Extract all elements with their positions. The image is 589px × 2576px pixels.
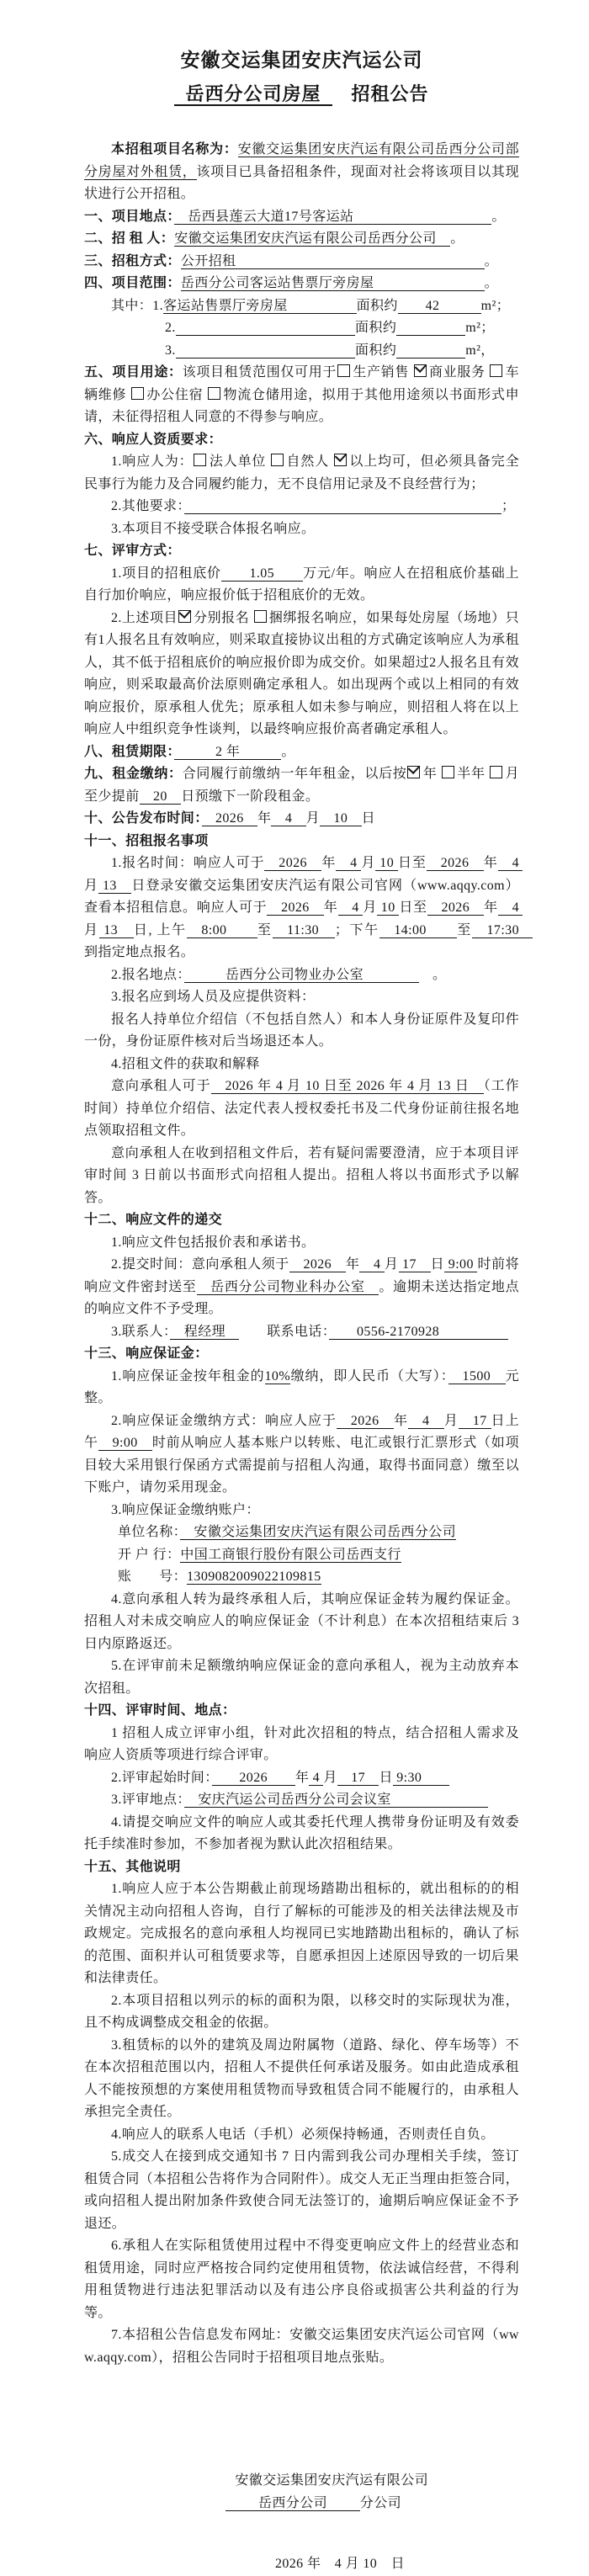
text-run: 半年	[457, 767, 490, 781]
review-day-fill: 17	[337, 1770, 379, 1785]
text-run: 2.响应保证金缴纳方式：响应人应于	[111, 1413, 337, 1428]
text-run: 2.其他要求：	[111, 499, 184, 513]
text-run: 商业服务	[428, 365, 490, 380]
signup-place-fill: 岳西分公司物业办公室	[183, 967, 419, 982]
text-run: 一、项目地点：	[84, 209, 174, 224]
scope-fill: 岳西分公司客运站售票厅旁房屋	[180, 276, 485, 290]
review-time-item-1	[84, 1723, 519, 1767]
announce-day-fill: 10	[320, 811, 362, 826]
item1-name-fill: 客运站售票厅旁房屋	[163, 298, 357, 313]
text-run: 6.承租人在实际租赁使用过程中不得变更响应文件上的经营业态和租赁用途，同时应严格按合同约定使用租赁物，依法诚信经营，不得利用租赁物进行违法犯罪活动以及有违公序良俗或损害公共利益的行为等。	[84, 2239, 519, 2320]
text-run: 月	[305, 811, 321, 826]
scope-item-2	[84, 317, 519, 340]
text-run: 四、项目范围：	[84, 276, 181, 290]
intro-paragraph	[84, 139, 519, 206]
text-run: 2.上述项目	[111, 610, 178, 625]
review-item-1	[84, 563, 519, 608]
text-run: 年	[321, 856, 337, 870]
text-run: 。	[484, 253, 499, 268]
review-time-item-2	[84, 1767, 519, 1790]
text-run: 。	[484, 276, 499, 290]
text-run: 1.响应人应于本公告期截止前现场踏勘出租标的，就出租标的的相关情况主动向招租人咨询，自行了解标的可能涉及的相关法律法规及市政规定。完成报名的意向承租人均视同已实地踏勘出租标的，确认了标的范围、面积并认可租赁要求等，自愿承担因上述原因导致的一切后果和法律责任。	[84, 1882, 519, 1985]
pm-end-fill: 17:30	[471, 922, 533, 937]
text-run: 十二、响应文件的递交	[84, 1213, 223, 1227]
text-run: 3.本项目不接受联合体报名响应。	[111, 521, 316, 536]
text-run: 自然人	[286, 454, 333, 469]
signup-item-4	[84, 1054, 519, 1076]
text-run: 该项目租赁范围仅可用于	[182, 365, 337, 380]
submit-year-fill: 2026	[289, 1257, 346, 1272]
section-9-rent-payment	[84, 763, 519, 808]
other-item-5	[84, 2146, 519, 2235]
signup-day2-fill: 13	[98, 878, 132, 893]
checkbox-checked-icon	[334, 454, 347, 466]
text-run: 联系电话：	[239, 1324, 330, 1339]
signup-item-3-detail	[84, 1009, 519, 1054]
text-run: 捆绑报名响应，如果每处房屋（场地）只有1人报名且有效响应，则采取直接协议出租的方式确定该响应人为承租人，其不低于招租底价的响应报价即为成交价。如果超过2人报名且有效响应，则采取最高价法原则确定承租人。如出现两个或以上相同的有效响应报价，原承租人优先；原承租人如未参与响应，则招租人将在以上响应人中组织竞争性谈判，以最终响应报价高者确定承租人。	[84, 610, 519, 736]
text-run: 。	[281, 744, 295, 759]
section-3-method	[84, 251, 519, 274]
signature-date	[84, 2553, 519, 2576]
text-run: 日至	[399, 900, 427, 915]
deposit-item-4	[84, 1589, 519, 1656]
review-time-item-4	[84, 1812, 519, 1856]
review-item-2	[84, 608, 519, 741]
section-10-announce-date	[84, 808, 519, 831]
text-run: 月	[84, 922, 99, 937]
text-run: 2.本项目招租以列示的标的面积为限，以移交时的实际现状为准，且不构成调整成交租金的依据。	[84, 1993, 519, 2030]
text-run: 其中：1.	[111, 298, 164, 313]
visit-year1-fill: 2026	[267, 900, 324, 915]
text-run: 六、响应人资质要求：	[84, 432, 223, 447]
signup-item-3	[84, 986, 519, 1009]
deposit-day-fill: 17	[458, 1413, 491, 1428]
text-run: 报名人持单位介绍信（不包括自然人）和本人身份证原件及复印件一份，身份证原件核对后当场退还本人。	[84, 1012, 519, 1049]
account-name-line	[84, 1522, 519, 1544]
location-fill: 岳西县莲云大道17号客运站	[173, 209, 492, 224]
checkbox-unchecked-icon	[337, 364, 350, 377]
text-run: 办公住宿	[146, 387, 208, 402]
text-run: 3.响应保证金缴纳账户：	[111, 1502, 260, 1517]
text-run: 年	[483, 856, 498, 870]
doc-title	[84, 47, 519, 72]
text-run: m²；	[465, 321, 495, 335]
review-time-fill: 9:30	[392, 1770, 450, 1785]
checkbox-unchecked-icon	[490, 766, 502, 778]
deposit-time-fill: 9:00	[98, 1436, 152, 1450]
text-run: 2.	[165, 321, 176, 335]
doc-subtitle	[84, 82, 519, 107]
text-run: 物流仓储用途，拟用于其他用途须以书面形式申请，未征得招租人同意的不得参与响应。	[84, 387, 519, 424]
visit-month2-fill: 4	[497, 900, 523, 915]
text-run: 4.响应人的联系人电话（手机）必须保持畅通，否则责任自负。	[111, 2127, 495, 2142]
text-run: 至	[457, 922, 472, 937]
subtitle-rest: 招租公告	[332, 83, 429, 104]
item3-area-fill	[396, 343, 465, 359]
signup-item-2	[84, 964, 519, 987]
text-run: 月	[363, 900, 378, 915]
scope-item-1	[84, 295, 519, 318]
checkbox-unchecked-icon	[254, 610, 267, 623]
section-6-qualification	[84, 429, 519, 452]
review-time-item-3	[84, 1789, 519, 1812]
checkbox-unchecked-icon	[208, 387, 220, 400]
announce-year-fill: 2026	[201, 811, 258, 826]
visit-year2-fill: 2026	[427, 900, 485, 915]
text-run: 。	[418, 967, 447, 982]
text-run: 年	[257, 811, 272, 826]
visit-day1-fill: 10	[377, 900, 400, 915]
submit-month-fill: 4	[359, 1257, 385, 1272]
text-run: 月	[84, 878, 98, 893]
section-2-lessor	[84, 228, 519, 251]
text-run: 3.租赁标的以外的建筑及周边附属物（道路、绿化、停车场等）不在本次招租范围以内，招租人不提供任何承诺及服务。如由此造成承租人不能按预想的方案使用租赁物而导致租赁合同不能履行的，由承租人承担完全责任。	[84, 2037, 519, 2119]
text-run: 意向承租人在收到招租文件后，若有疑问需要澄清，应于本项目评审时间 3 日前以书面形式向招租人提出。招租人将以书面形式予以解答。	[84, 1145, 519, 1205]
section-4-scope	[84, 273, 519, 295]
text-run: 到指定地点报名。	[84, 945, 195, 959]
account-name-fill: 安徽交运集团安庆汽运有限公司岳西分公司	[180, 1525, 457, 1539]
checkbox-unchecked-icon	[490, 364, 502, 377]
project-name-fill: 安徽交运集团安庆汽运有限公司岳西分公司部分房屋对外租赁，	[84, 142, 519, 179]
text-run: m²，	[465, 343, 495, 358]
text-run: 时前从响应人基本账户以转账、电汇或银行汇票形式（如项目较大采用银行保函方式需提前与招租人沟通，取得书面同意）缴至以下账户，请勿采用现金。	[84, 1436, 519, 1495]
deposit-item-5	[84, 1655, 519, 1700]
section-5-usage	[84, 362, 519, 429]
deposit-item-2	[84, 1410, 519, 1500]
account-no-line	[84, 1566, 519, 1589]
section-13-deposit	[84, 1343, 519, 1366]
text-run: 以上均可，但必须具备完全民事行为能力及合同履约能力，无不良信用记录及不良经营行为；	[84, 454, 519, 491]
text-run: 。	[491, 209, 506, 224]
text-run: 。	[450, 231, 464, 246]
submit-place-fill: 岳西分公司物业科办公室	[196, 1279, 379, 1294]
text-run: 账 号：	[118, 1570, 188, 1584]
text-run: 4.招租文件的获取和解释	[111, 1056, 260, 1071]
text-run: 年	[422, 767, 442, 781]
text-run: 十三、响应保证金：	[84, 1346, 209, 1361]
text-run: 4.请提交响应文件的响应人或其委托代理人携带身份证明及有效委托手续准时参加，不参加者视为默认此次招租结果。	[84, 1814, 519, 1851]
submission-item-1	[84, 1232, 519, 1255]
visit-day2-fill: 13	[98, 922, 134, 937]
other-item-1	[84, 1878, 519, 1990]
text-run: 日	[361, 811, 376, 826]
text-run: 1.报名时间：响应人可于	[111, 856, 265, 870]
text-run: 日, 上午	[133, 922, 187, 937]
text-run: 月	[361, 856, 376, 870]
announce-month-fill: 4	[271, 811, 306, 826]
text-run: 五、项目用途：	[84, 365, 183, 380]
text-run: 面积约	[355, 321, 397, 335]
text-run: 年	[323, 900, 338, 915]
text-run: ；下午	[334, 922, 379, 937]
text-run: 5.成交人在接到成交通知书 7 日内需到我公司办理相关手续，签订租赁合同（本招租公告将作为合同附件）。成交人无正当理由拒签合同，或向招租人提出附加条件致使合同无法签订的，逾期后响应保证金不予退还。	[84, 2149, 519, 2231]
text-run: 本招租项目名称为：	[111, 142, 238, 157]
other-item-6	[84, 2235, 519, 2324]
text-run: 法人单位	[209, 454, 271, 469]
review-place-fill: 安庆汽运公司岳西分公司会议室	[183, 1793, 488, 1807]
contact-phone-fill: 0556-2170928	[329, 1324, 509, 1339]
text-run: 至	[257, 922, 273, 937]
deposit-item-3	[84, 1500, 519, 1522]
signup-year1-fill: 2026	[264, 856, 322, 870]
text-run: 时前将响应文件密封送至	[84, 1257, 519, 1294]
submission-item-2	[84, 1254, 519, 1321]
checkbox-checked-icon	[407, 766, 420, 778]
section-1-location	[84, 206, 519, 229]
scope-item-3	[84, 340, 519, 363]
checkbox-checked-icon	[414, 364, 427, 377]
base-price-fill: 1.05	[220, 566, 304, 581]
text-run: 该项目已具备招租条件，现面对社会将该项目以其现状进行公开招租。	[84, 164, 520, 201]
text-run: 合同履行前缴纳一年年租金，以后按	[182, 767, 407, 781]
bank-fill: 中国工商银行股份有限公司岳西支行	[180, 1547, 401, 1562]
text-run: 月	[443, 1413, 459, 1428]
qualification-item-1	[84, 451, 519, 496]
other-item-2	[84, 1990, 519, 2035]
checkbox-checked-icon	[178, 610, 191, 623]
text-run: 3.	[165, 343, 176, 358]
text-run: 日上午	[84, 1413, 519, 1450]
pm-start-fill: 14:00	[379, 922, 458, 937]
text-run: 面积约	[355, 343, 397, 358]
checkbox-unchecked-icon	[271, 454, 284, 466]
pickup-window-fill: 2026 年 4 月 10 日至 2026 年 4 月 13 日	[210, 1079, 484, 1093]
text-run: 2.提交时间：意向承租人须于	[111, 1257, 289, 1272]
text-run: 。逾期未送达指定地点的响应文件不予受理。	[84, 1279, 519, 1316]
text-run: 1.项目的招租底价	[111, 566, 221, 581]
text-run: 月至少提前	[84, 767, 519, 804]
item2-area-fill	[396, 321, 465, 336]
text-run: 日至	[398, 856, 427, 870]
checkbox-unchecked-icon	[194, 454, 206, 466]
text-run: 3.报名应到场人员及应提供资料：	[111, 990, 316, 1004]
text-run: 3.评审地点：	[111, 1793, 184, 1807]
other-item-7	[84, 2324, 519, 2369]
item2-name-fill	[176, 321, 355, 336]
text-run: 分公司	[359, 2495, 401, 2510]
text-run: 1.响应人为：	[111, 454, 194, 469]
signup-item-1	[84, 852, 533, 964]
text-run: 2.报名地点：	[111, 967, 184, 982]
text-run: 年	[294, 1770, 310, 1785]
other-item-3	[84, 2035, 519, 2124]
other-item-4	[84, 2124, 519, 2147]
am-start-fill: 8:00	[186, 922, 257, 937]
branch-fill: 岳西分公司房屋	[174, 83, 332, 106]
text-run: 月	[323, 1770, 337, 1785]
item1-area-fill: 42	[397, 298, 481, 313]
qualification-item-2	[84, 496, 519, 518]
signup-year2-fill: 2026	[426, 856, 484, 870]
text-run: 十五、其他说明	[84, 1859, 181, 1874]
review-year-fill: 2026	[211, 1770, 295, 1785]
signature-date-text: 2026 年 4 月 10 日	[274, 2557, 405, 2571]
bank-line	[84, 1544, 519, 1567]
deposit-amount-fill: 1500	[448, 1368, 506, 1384]
text-run: 1.响应保证金按年租金的	[111, 1368, 265, 1384]
text-run: 万元/年。响应人在招租底价基础上自行加价响应，响应报价低于招租底价的无效。	[84, 566, 519, 603]
text-run: 1 招租人成立评审小组，针对此次招租的特点，结合招租人需求及响应人资质等项进行综合评审。	[84, 1725, 519, 1762]
text-run: 日登录安徽交运集团安庆汽运有限公司官网（www.aqqy.com）查看本招租信息。响应人可于	[84, 878, 519, 915]
text-run: 年	[345, 1257, 360, 1272]
clarification-paragraph	[84, 1143, 519, 1210]
lease-term-fill: 2 年	[173, 744, 282, 759]
text-run: 3.联系人：	[111, 1324, 171, 1339]
text-run: 意向承租人可于	[111, 1079, 211, 1093]
signature-company	[84, 2470, 519, 2493]
text-run: 5.在评审前未足额缴纳响应保证金的意向承租人，视为主动放弃本次招租。	[84, 1659, 519, 1696]
signup-day1-fill: 10	[375, 856, 399, 870]
text-run: 2.评审起始时间：	[111, 1770, 212, 1785]
account-no-fill: 1309082009022109815	[187, 1570, 321, 1584]
lessor-fill: 安徽交运集团安庆汽运有限公司岳西分公司	[174, 231, 451, 246]
deposit-month-fill: 4	[407, 1413, 444, 1428]
visit-month1-fill: 4	[337, 900, 363, 915]
section-11-signup	[84, 831, 519, 853]
method-fill: 公开招租	[180, 253, 485, 268]
text-run: 十一、招租报名事项	[84, 833, 209, 848]
text-run: 三、招租方式：	[84, 253, 181, 268]
checkbox-unchecked-icon	[131, 387, 144, 400]
contact-person-fill: 程经理	[170, 1324, 240, 1339]
company-title: 安徽交运集团安庆汽运公司	[180, 49, 423, 71]
text-run: m²；	[480, 298, 511, 313]
section-7-review-method	[84, 540, 519, 563]
signup-month1-fill: 4	[336, 856, 362, 870]
text-run: 十四、评审时间、地点：	[84, 1703, 236, 1718]
text-run: 4.意向承租人转为最终承租人后，其响应保证金转为履约保证金。招租人对未成交响应人的响应保证金（不计利息）在本次招租结束后 3 日内原路返还。	[84, 1591, 519, 1651]
text-run: 日预缴下一阶段租金。	[181, 789, 320, 804]
text-run: 生产销售	[353, 365, 413, 380]
section-14-review	[84, 1700, 519, 1723]
deposit-year-fill: 2026	[336, 1413, 395, 1428]
text-run: 年	[394, 1413, 408, 1428]
text-run: （工作时间）持单位介绍信、法定代表人授权委托书及二代身份证前往报名地点领取招租文件。	[84, 1079, 519, 1138]
text-run: 开 户 行：	[118, 1547, 181, 1562]
deposit-item-1	[84, 1366, 519, 1410]
text-run: 日	[430, 1257, 445, 1272]
signature-company-name: 安徽交运集团安庆汽运有限公司	[235, 2473, 428, 2488]
section-12-submission	[84, 1209, 519, 1232]
submission-item-3	[84, 1321, 519, 1344]
text-run: 日	[379, 1770, 393, 1785]
text-run: 车辆维修	[84, 365, 519, 402]
text-run: 月	[384, 1257, 399, 1272]
text-run: 面积约	[356, 298, 398, 313]
text-run: 分别报名	[193, 610, 253, 625]
text-run: 八、租赁期限：	[84, 744, 174, 759]
item3-name-fill	[176, 343, 355, 359]
am-end-fill: 11:30	[272, 922, 335, 937]
section-15-other	[84, 1856, 519, 1879]
text-run: 七、评审方式：	[84, 544, 181, 558]
section-8-lease-term	[84, 741, 519, 764]
doc-pickup-paragraph	[84, 1076, 519, 1143]
checkbox-unchecked-icon	[442, 766, 454, 778]
prepay-days-fill: 20	[139, 789, 182, 804]
signature-branch	[84, 2493, 519, 2515]
text-run: 缴纳，即人民币（大写）：	[290, 1368, 448, 1384]
submit-time-fill: 9:00	[444, 1257, 478, 1272]
submit-day-fill: 17	[398, 1257, 431, 1272]
text-run: ；	[501, 499, 516, 513]
text-run: 二、招 租 人：	[84, 231, 175, 246]
signup-month2-fill: 4	[497, 856, 523, 870]
text-run: 7.本招租公告信息发布网址：安徽交运集团安庆汽运公司官网（www.aqqy.com），招租公告同时于招租项目地点张贴。	[84, 2328, 519, 2365]
text-run: 九、租金缴纳：	[84, 767, 183, 781]
other-require-fill	[184, 499, 501, 514]
signature-branch-fill: 岳西分公司	[226, 2496, 360, 2511]
text-run: 十、公告发布时间：	[84, 811, 202, 826]
qualification-item-3	[84, 518, 519, 541]
text-run: 单位名称：	[118, 1525, 181, 1539]
text-run: 元整。	[84, 1368, 519, 1405]
review-month-fill: 4	[309, 1770, 324, 1785]
deposit-percent-fill: 10%	[264, 1368, 291, 1384]
text-run: 年	[484, 900, 498, 915]
text-run: 1.响应文件包括报价表和承诺书。	[111, 1235, 316, 1250]
